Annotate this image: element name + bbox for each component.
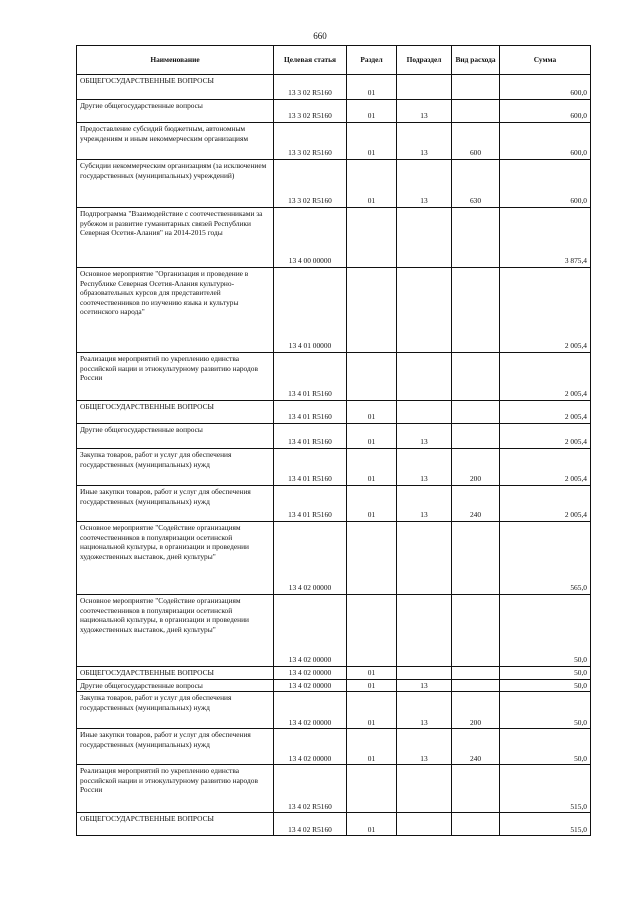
table-row — [77, 765, 591, 813]
row-name: Подпрограмма "Взаимодействие с соотечественниками за рубежом и развитие гуманитарных связей Республики Северная Осетия-Алания" на 2014-2015 годы — [77, 208, 274, 268]
row-section: 01 — [347, 813, 397, 836]
row-subsection — [397, 595, 452, 667]
row-expense-type — [452, 679, 500, 692]
row-section: 01 — [347, 424, 397, 449]
table-row — [77, 75, 591, 100]
table-row — [77, 595, 591, 667]
row-subsection — [397, 522, 452, 595]
table-row — [77, 729, 591, 765]
row-target-article: 13 4 02 00000 — [274, 595, 347, 667]
row-amount: 2 005,4 — [500, 353, 591, 401]
row-expense-type: 200 — [452, 449, 500, 486]
row-expense-type — [452, 401, 500, 424]
row-target-article: 13 4 02 00000 — [274, 692, 347, 729]
header-name: Наименование — [77, 46, 274, 75]
row-target-article: 13 4 01 R5160 — [274, 424, 347, 449]
row-expense-type — [452, 268, 500, 353]
row-amount: 600,0 — [500, 123, 591, 160]
row-amount: 600,0 — [500, 100, 591, 123]
row-target-article: 13 3 02 R5160 — [274, 160, 347, 208]
row-section: 01 — [347, 401, 397, 424]
row-expense-type — [452, 667, 500, 680]
row-amount: 515,0 — [500, 813, 591, 836]
row-name: Иные закупки товаров, работ и услуг для обеспечения государственных (муниципальных) нужд — [77, 486, 274, 522]
row-expense-type — [452, 75, 500, 100]
row-name: Закупка товаров, работ и услуг для обеспечения государственных (муниципальных) нужд — [77, 449, 274, 486]
row-name: Основное мероприятие "Организация и проведение в Республике Северная Осетия-Алания культурно-образовательных курсов для представителей соотечественников по изучению языка и культуры осетинского народа" — [77, 268, 274, 353]
row-name: ОБЩЕГОСУДАРСТВЕННЫЕ ВОПРОСЫ — [77, 75, 274, 100]
header-expense-type: Вид расхода — [452, 46, 500, 75]
row-target-article: 13 4 01 R5160 — [274, 353, 347, 401]
table-row — [77, 208, 591, 268]
row-target-article: 13 4 00 00000 — [274, 208, 347, 268]
row-amount: 515,0 — [500, 765, 591, 813]
row-amount: 565,0 — [500, 522, 591, 595]
header-amount: Сумма — [500, 46, 591, 75]
row-target-article: 13 4 02 00000 — [274, 729, 347, 765]
row-target-article: 13 4 01 R5160 — [274, 449, 347, 486]
row-subsection — [397, 765, 452, 813]
row-section: 01 — [347, 486, 397, 522]
row-section — [347, 595, 397, 667]
row-expense-type — [452, 208, 500, 268]
row-section: 01 — [347, 667, 397, 680]
table-row — [77, 100, 591, 123]
row-amount: 2 005,4 — [500, 449, 591, 486]
row-expense-type — [452, 595, 500, 667]
row-subsection — [397, 813, 452, 836]
row-target-article: 13 4 02 R5160 — [274, 765, 347, 813]
header-subsection: Подраздел — [397, 46, 452, 75]
row-subsection — [397, 667, 452, 680]
row-expense-type — [452, 813, 500, 836]
row-section — [347, 353, 397, 401]
table-row — [77, 692, 591, 729]
row-name: Закупка товаров, работ и услуг для обеспечения государственных (муниципальных) нужд — [77, 692, 274, 729]
row-name: ОБЩЕГОСУДАРСТВЕННЫЕ ВОПРОСЫ — [77, 667, 274, 680]
table-row — [77, 268, 591, 353]
row-subsection — [397, 268, 452, 353]
row-subsection: 13 — [397, 729, 452, 765]
row-name: Реализация мероприятий по укреплению единства российской нации и этнокультурному развитию народов России — [77, 353, 274, 401]
table-row — [77, 522, 591, 595]
row-target-article: 13 4 01 R5160 — [274, 401, 347, 424]
row-subsection — [397, 353, 452, 401]
table-row — [77, 486, 591, 522]
row-target-article: 13 3 02 R5160 — [274, 123, 347, 160]
table-body — [77, 75, 591, 836]
row-expense-type — [452, 522, 500, 595]
row-target-article: 13 3 02 R5160 — [274, 75, 347, 100]
table-row — [77, 813, 591, 836]
row-target-article: 13 4 02 00000 — [274, 522, 347, 595]
row-name: ОБЩЕГОСУДАРСТВЕННЫЕ ВОПРОСЫ — [77, 401, 274, 424]
row-amount: 50,0 — [500, 595, 591, 667]
row-amount: 50,0 — [500, 667, 591, 680]
row-name: Иные закупки товаров, работ и услуг для обеспечения государственных (муниципальных) нужд — [77, 729, 274, 765]
header-target-article: Целевая статья — [274, 46, 347, 75]
row-section — [347, 522, 397, 595]
row-amount: 50,0 — [500, 692, 591, 729]
budget-table — [76, 45, 591, 836]
row-target-article: 13 4 02 00000 — [274, 667, 347, 680]
row-target-article: 13 4 02 R5160 — [274, 813, 347, 836]
table-row — [77, 449, 591, 486]
row-section — [347, 765, 397, 813]
row-section: 01 — [347, 692, 397, 729]
row-amount: 50,0 — [500, 679, 591, 692]
row-name: Другие общегосударственные вопросы — [77, 424, 274, 449]
row-expense-type — [452, 100, 500, 123]
row-subsection: 13 — [397, 679, 452, 692]
row-name: Субсидии некоммерческим организациям (за исключением государственных (муниципальных) учреждений) — [77, 160, 274, 208]
row-target-article: 13 4 01 00000 — [274, 268, 347, 353]
row-target-article: 13 3 02 R5160 — [274, 100, 347, 123]
row-subsection: 13 — [397, 160, 452, 208]
row-subsection: 13 — [397, 449, 452, 486]
row-subsection — [397, 75, 452, 100]
row-name: Другие общегосударственные вопросы — [77, 100, 274, 123]
row-expense-type — [452, 353, 500, 401]
table-header-row — [77, 46, 591, 75]
row-subsection: 13 — [397, 486, 452, 522]
row-expense-type: 600 — [452, 123, 500, 160]
page-number: 660 — [313, 31, 327, 41]
row-name: Реализация мероприятий по укреплению единства российской нации и этнокультурному развитию народов России — [77, 765, 274, 813]
row-subsection: 13 — [397, 123, 452, 160]
header-section: Раздел — [347, 46, 397, 75]
row-section: 01 — [347, 75, 397, 100]
row-target-article: 13 4 01 R5160 — [274, 486, 347, 522]
row-amount: 3 875,4 — [500, 208, 591, 268]
row-subsection: 13 — [397, 100, 452, 123]
row-subsection: 13 — [397, 692, 452, 729]
row-amount: 600,0 — [500, 75, 591, 100]
row-section: 01 — [347, 449, 397, 486]
row-expense-type: 630 — [452, 160, 500, 208]
row-name: Основное мероприятие "Содействие организациям соотечественников в популяризации осетинской национальной культуры, в организации и проведении художественных выставок, дней культуры" — [77, 522, 274, 595]
row-section — [347, 208, 397, 268]
row-section: 01 — [347, 729, 397, 765]
row-amount: 600,0 — [500, 160, 591, 208]
table-row — [77, 424, 591, 449]
row-subsection — [397, 208, 452, 268]
row-subsection — [397, 401, 452, 424]
row-section: 01 — [347, 123, 397, 160]
table-row — [77, 679, 591, 692]
row-amount: 2 005,4 — [500, 424, 591, 449]
row-name: Другие общегосударственные вопросы — [77, 679, 274, 692]
table-row — [77, 160, 591, 208]
row-section: 01 — [347, 160, 397, 208]
row-name: Основное мероприятие "Содействие организациям соотечественников в популяризации осетинской национальной культуры, в организации и проведении художественных выставок, дней культуры" — [77, 595, 274, 667]
row-section: 01 — [347, 679, 397, 692]
table-row — [77, 667, 591, 680]
row-amount: 2 005,4 — [500, 268, 591, 353]
table-row — [77, 123, 591, 160]
row-amount: 2 005,4 — [500, 486, 591, 522]
row-target-article: 13 4 02 00000 — [274, 679, 347, 692]
row-expense-type: 240 — [452, 729, 500, 765]
row-subsection: 13 — [397, 424, 452, 449]
table-row — [77, 353, 591, 401]
row-name: Предоставление субсидий бюджетным, автономным учреждениям и иным некоммерческим организациям — [77, 123, 274, 160]
row-expense-type — [452, 765, 500, 813]
table-row — [77, 401, 591, 424]
row-expense-type — [452, 424, 500, 449]
row-section — [347, 268, 397, 353]
row-section: 01 — [347, 100, 397, 123]
row-name: ОБЩЕГОСУДАРСТВЕННЫЕ ВОПРОСЫ — [77, 813, 274, 836]
row-expense-type: 240 — [452, 486, 500, 522]
row-expense-type: 200 — [452, 692, 500, 729]
row-amount: 50,0 — [500, 729, 591, 765]
row-amount: 2 005,4 — [500, 401, 591, 424]
